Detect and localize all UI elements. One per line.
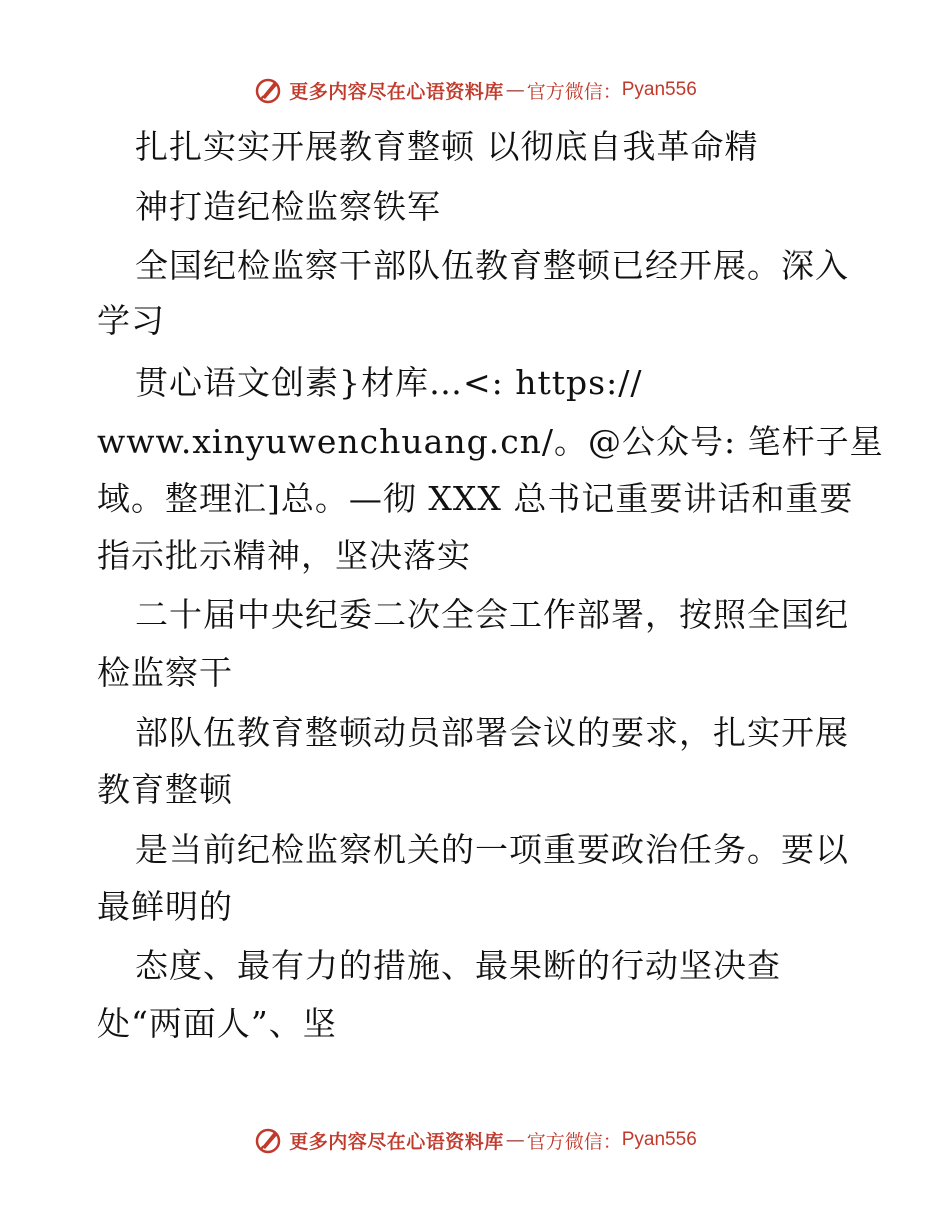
banner-label: 官方微信： [526,80,622,103]
banner-wechat-id: Pyan556 [621,1129,697,1150]
body-line: 部队伍教育整顿动员部署会议的要求，扎实开展 [135,713,849,752]
banner-separator: — [505,1129,525,1151]
header-banner [0,70,950,110]
banner-label: 官方微信： [526,1130,622,1153]
body-line: 指示批示精神，坚决落实 [97,536,471,575]
body-line: 贯心语文创素}材库…<: https:// [135,363,643,402]
body-line: 检监察干 [97,653,233,692]
quill-logo-icon [253,75,283,105]
body-line: 最鲜明的 [97,887,233,926]
body-line: 教育整顿 [97,770,233,809]
body-line: www.xinyuwenchuang.cn/。@公众号: 笔杆子星 [97,422,884,461]
body-line: 态度、最有力的措施、最果断的行动坚决查 [135,946,781,985]
banner-text: 更多内容尽在心语资料库 [289,1130,504,1153]
banner-text: 更多内容尽在心语资料库 [289,80,504,103]
body-line: 全国纪检监察干部队伍教育整顿已经开展。深入 [135,246,849,285]
footer-banner [0,1120,950,1160]
banner-separator: — [505,79,525,101]
title-line-1: 扎扎实实开展教育整顿 以彻底自我革命精 [135,127,759,166]
body-line: 是当前纪检监察机关的一项重要政治任务。要以 [135,830,849,869]
body-line: 处“两面人”、坚 [97,1004,337,1043]
quill-logo-icon [253,1125,283,1155]
title-line-2: 神打造纪检监察铁军 [135,187,441,226]
banner-wechat-id: Pyan556 [621,79,697,100]
body-line: 域。整理汇]总。—彻 XXX 总书记重要讲话和重要 [97,479,854,518]
body-line: 二十届中央纪委二次全会工作部署，按照全国纪 [135,595,849,634]
body-line: 学习 [97,301,165,340]
